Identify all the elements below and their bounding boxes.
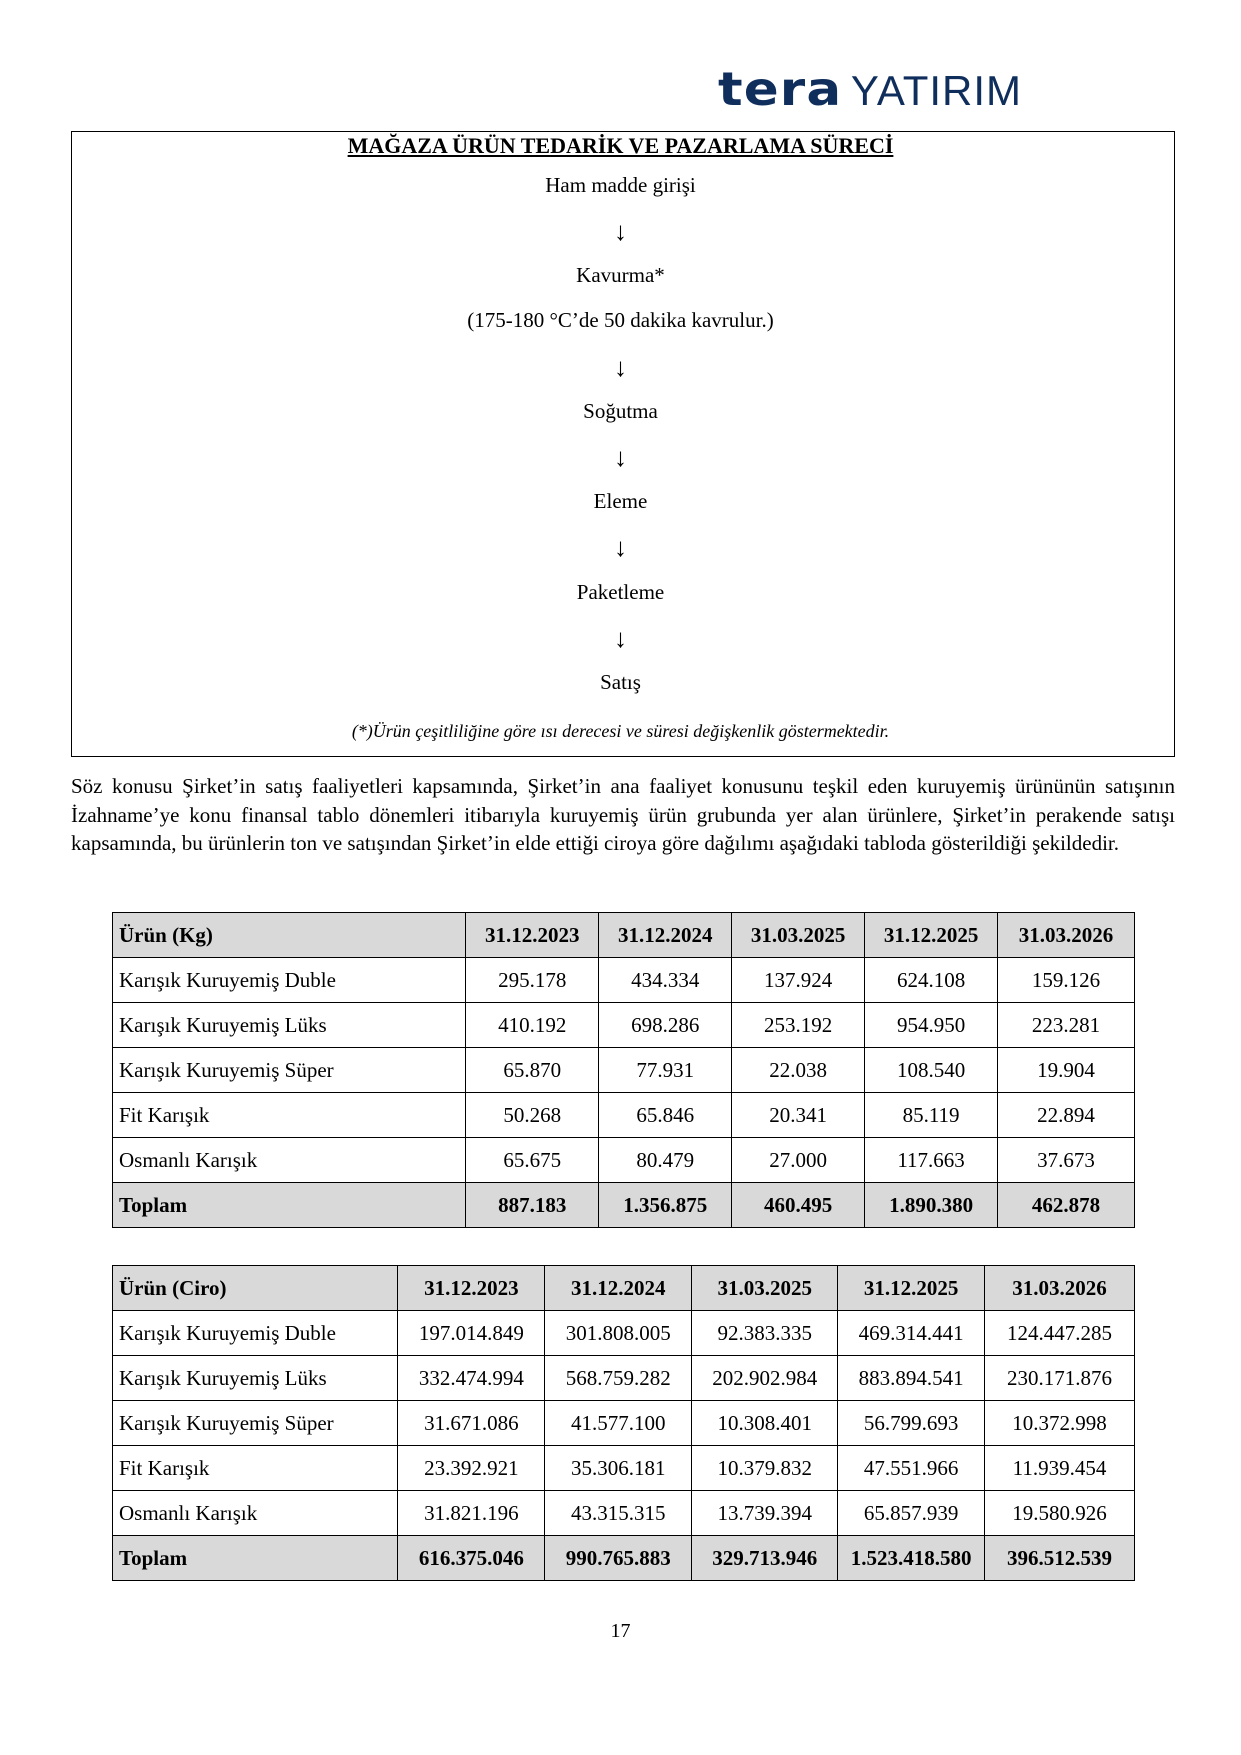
value-cell: 31.821.196 (398, 1491, 545, 1536)
value-cell: 22.038 (732, 1048, 865, 1093)
value-cell: 65.857.939 (838, 1491, 985, 1536)
table-row (113, 1138, 1135, 1183)
value-cell: 13.739.394 (692, 1491, 838, 1536)
table-row (113, 1048, 1135, 1093)
column-header-date: 31.12.2023 (466, 913, 599, 958)
value-cell: 295.178 (466, 958, 599, 1003)
value-cell: 19.580.926 (985, 1491, 1135, 1536)
value-cell: 230.171.876 (985, 1356, 1135, 1401)
product-name-cell: Karışık Kuruyemiş Lüks (113, 1356, 398, 1401)
flow-step-cooling: Soğutma (583, 399, 658, 423)
value-cell: 202.902.984 (692, 1356, 838, 1401)
value-cell: 77.931 (599, 1048, 732, 1093)
value-cell: 197.014.849 (398, 1311, 545, 1356)
value-cell: 117.663 (865, 1138, 998, 1183)
value-cell: 460.495 (732, 1183, 865, 1228)
logo-word: YATIRIM (850, 67, 1023, 114)
value-cell: 1.523.418.580 (838, 1536, 985, 1581)
table-row (113, 1311, 1135, 1356)
down-arrow-icon: ↓ (614, 217, 627, 246)
product-name-cell: Karışık Kuruyemiş Süper (113, 1048, 466, 1093)
product-name-cell: Karışık Kuruyemiş Duble (113, 1311, 398, 1356)
flow-step-roasting-detail: (175-180 °C’de 50 dakika kavrulur.) (467, 308, 774, 332)
down-arrow-icon: ↓ (614, 624, 627, 653)
column-header-date: 31.03.2025 (732, 913, 865, 958)
product-name-cell: Karışık Kuruyemiş Lüks (113, 1003, 466, 1048)
flow-step-packaging: Paketleme (576, 580, 665, 604)
product-name-cell: Karışık Kuruyemiş Süper (113, 1401, 398, 1446)
value-cell: 10.308.401 (692, 1401, 838, 1446)
value-cell: 65.870 (466, 1048, 599, 1093)
value-cell: 568.759.282 (545, 1356, 692, 1401)
flow-step-sifting: Eleme (593, 489, 648, 513)
value-cell: 65.846 (599, 1093, 732, 1138)
product-name-cell: Toplam (113, 1536, 398, 1581)
value-cell: 410.192 (466, 1003, 599, 1048)
flow-step-sale: Satış (600, 670, 641, 694)
column-header-date: 31.03.2026 (985, 1266, 1135, 1311)
value-cell: 301.808.005 (545, 1311, 692, 1356)
value-cell: 22.894 (998, 1093, 1135, 1138)
flow-step-roasting: Kavurma* (576, 263, 665, 287)
value-cell: 35.306.181 (545, 1446, 692, 1491)
flow-footnote: (*)Ürün çeşitliliğine göre ısı derecesi ve süresi değişkenlik göstermektedir. (351, 721, 890, 741)
table-row (113, 1093, 1135, 1138)
value-cell: 616.375.046 (398, 1536, 545, 1581)
value-cell: 92.383.335 (692, 1311, 838, 1356)
product-name-cell: Karışık Kuruyemiş Duble (113, 958, 466, 1003)
value-cell: 332.474.994 (398, 1356, 545, 1401)
value-cell: 31.671.086 (398, 1401, 545, 1446)
down-arrow-icon: ↓ (614, 353, 627, 382)
value-cell: 47.551.966 (838, 1446, 985, 1491)
value-cell: 159.126 (998, 958, 1135, 1003)
value-cell: 434.334 (599, 958, 732, 1003)
value-cell: 23.392.921 (398, 1446, 545, 1491)
value-cell: 1.890.380 (865, 1183, 998, 1228)
column-header-product: Ürün (Ciro) (113, 1266, 398, 1311)
product-name-cell: Fit Karışık (113, 1446, 398, 1491)
table-row (113, 1401, 1135, 1446)
value-cell: 10.379.832 (692, 1446, 838, 1491)
product-name-cell: Osmanlı Karışık (113, 1491, 398, 1536)
table-row (113, 1491, 1135, 1536)
value-cell: 11.939.454 (985, 1446, 1135, 1491)
body-paragraph: Söz konusu Şirket’in satış faaliyetleri kapsamında, Şirket’in ana faaliyet konusunu teşkil eden kuruyemiş ürününün satışının İzahname’ye konu finansal tablo dönemleri itibarıyla kuruyemiş ürün grubunda yer alan ürünlere, Şirket’in perakende satışı kapsamında, bu ürünlerin ton ve satışından Şirket’in elde ettiği ciroya göre dağılımı aşağıdaki tabloda gösterildiği şekildedir. (71, 774, 1175, 855)
value-cell: 954.950 (865, 1003, 998, 1048)
value-cell: 50.268 (466, 1093, 599, 1138)
value-cell: 1.356.875 (599, 1183, 732, 1228)
value-cell: 253.192 (732, 1003, 865, 1048)
value-cell: 56.799.693 (838, 1401, 985, 1446)
value-cell: 137.924 (732, 958, 865, 1003)
value-cell: 80.479 (599, 1138, 732, 1183)
flow-title: MAĞAZA ÜRÜN TEDARİK VE PAZARLAMA SÜRECİ (347, 133, 894, 158)
table-row (113, 1356, 1135, 1401)
logo-mark: tera (718, 62, 843, 116)
value-cell: 624.108 (865, 958, 998, 1003)
flow-step-raw-material: Ham madde girişi (545, 173, 696, 197)
product-name-cell: Osmanlı Karışık (113, 1138, 466, 1183)
total-row (113, 1536, 1135, 1581)
table-row (113, 1003, 1135, 1048)
column-header-product: Ürün (Kg) (113, 913, 466, 958)
company-logo (718, 62, 1023, 116)
value-cell: 37.673 (998, 1138, 1135, 1183)
value-cell: 27.000 (732, 1138, 865, 1183)
total-row (113, 1183, 1135, 1228)
value-cell: 883.894.541 (838, 1356, 985, 1401)
value-cell: 124.447.285 (985, 1311, 1135, 1356)
column-header-date: 31.03.2026 (998, 913, 1135, 958)
value-cell: 85.119 (865, 1093, 998, 1138)
value-cell: 108.540 (865, 1048, 998, 1093)
value-cell: 41.577.100 (545, 1401, 692, 1446)
value-cell: 65.675 (466, 1138, 599, 1183)
value-cell: 329.713.946 (692, 1536, 838, 1581)
value-cell: 462.878 (998, 1183, 1135, 1228)
down-arrow-icon: ↓ (614, 443, 627, 472)
revenue-table (112, 1265, 1135, 1581)
value-cell: 19.904 (998, 1048, 1135, 1093)
down-arrow-icon: ↓ (614, 533, 627, 562)
value-cell: 396.512.539 (985, 1536, 1135, 1581)
column-header-date: 31.12.2025 (865, 913, 998, 958)
product-name-cell: Toplam (113, 1183, 466, 1228)
value-cell: 990.765.883 (545, 1536, 692, 1581)
value-cell: 20.341 (732, 1093, 865, 1138)
value-cell: 887.183 (466, 1183, 599, 1228)
column-header-date: 31.12.2023 (398, 1266, 545, 1311)
column-header-date: 31.12.2025 (838, 1266, 985, 1311)
value-cell: 698.286 (599, 1003, 732, 1048)
value-cell: 10.372.998 (985, 1401, 1135, 1446)
product-name-cell: Fit Karışık (113, 1093, 466, 1138)
value-cell: 223.281 (998, 1003, 1135, 1048)
column-header-date: 31.12.2024 (599, 913, 732, 958)
quantity-table (112, 912, 1135, 1228)
column-header-date: 31.12.2024 (545, 1266, 692, 1311)
page-number: 17 (610, 1620, 631, 1642)
table-row (113, 1446, 1135, 1491)
value-cell: 43.315.315 (545, 1491, 692, 1536)
value-cell: 469.314.441 (838, 1311, 985, 1356)
table-row (113, 958, 1135, 1003)
column-header-date: 31.03.2025 (692, 1266, 838, 1311)
